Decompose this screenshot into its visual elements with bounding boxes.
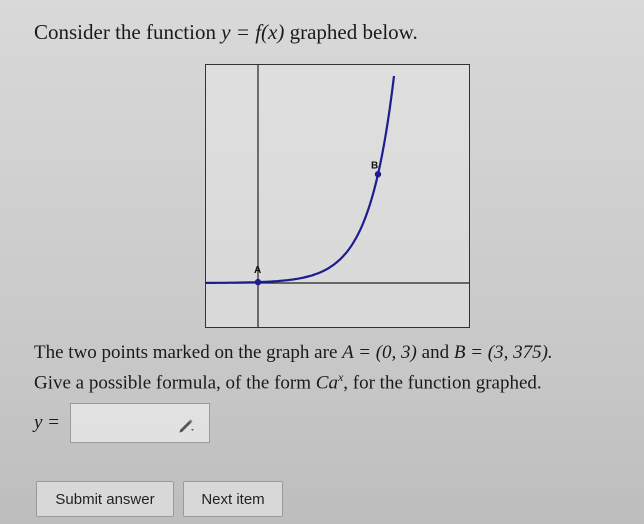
intro-prefix: Consider the function — [34, 20, 222, 44]
exponential-curve — [206, 76, 394, 283]
prompt-prefix: Give a possible formula, of the form — [34, 372, 316, 394]
points-statement — [34, 342, 553, 364]
formula-form: Ca — [315, 372, 338, 394]
points-and: and — [416, 342, 454, 363]
question-intro — [34, 20, 418, 45]
formula-exponent: x — [337, 370, 344, 384]
formula-prompt — [34, 370, 542, 394]
point-a — [255, 279, 261, 285]
answer-row — [34, 402, 210, 444]
answer-label: y = — [34, 412, 61, 433]
next-item-button[interactable]: Next item — [183, 481, 283, 517]
point-b — [375, 171, 381, 177]
point-b-label: B — [371, 160, 379, 172]
intro-function: y = f(x) — [221, 20, 285, 44]
answer-field[interactable] — [70, 403, 210, 443]
function-graph — [205, 64, 470, 328]
graph-svg — [206, 65, 469, 327]
submit-answer-button[interactable]: Submit answer — [36, 481, 174, 517]
intro-suffix: graphed below. — [284, 20, 418, 44]
point-a-coords: A = (0, 3) — [342, 342, 417, 363]
prompt-suffix: , for the function graphed. — [343, 372, 542, 394]
points-prefix: The two points marked on the graph are — [34, 342, 343, 363]
pencil-icon[interactable] — [177, 416, 195, 434]
point-a-label: A — [254, 265, 262, 277]
point-b-coords: B = (3, 375). — [453, 342, 553, 363]
